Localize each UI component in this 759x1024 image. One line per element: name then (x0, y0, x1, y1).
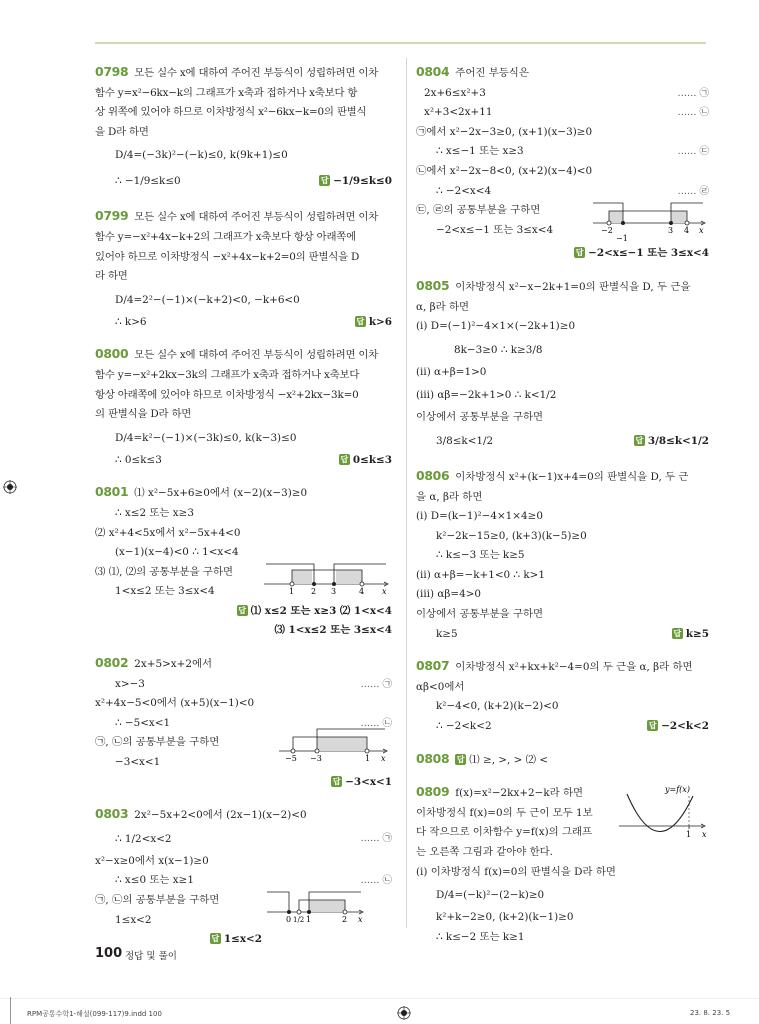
problem-0809 (416, 782, 709, 947)
tick-label: x (382, 587, 387, 597)
problem-0801 (95, 482, 392, 641)
text-line: 이차방정식 f(x)=0의 두 근이 모두 1보 (416, 806, 593, 819)
text-line: 함수 y=x²−6kx−k의 그래프가 x축과 접하거나 x축보다 항 (95, 86, 358, 99)
problem-0800 (95, 344, 392, 470)
tick-label: 4 (684, 226, 690, 235)
answer-mark-icon: 답 (456, 754, 465, 764)
text-line: 을 D라 하면 (95, 125, 149, 138)
text-line: 이상에서 공통부분을 구하면 (416, 411, 544, 424)
tick-label: 1/2 (293, 916, 305, 925)
text-line: 는 오른쪽 그림과 같아야 한다. (416, 846, 553, 858)
answer-mark-icon: 답 (673, 628, 682, 638)
text-line: −3<x<1 (115, 756, 161, 769)
text-line: 8k−3≥0 ∴ k≥3/8 (454, 343, 543, 356)
text-line: ∴ −2<x<4 (436, 184, 492, 197)
text-line: 1≤x<2 (115, 913, 152, 926)
text-line: ㉡에서 x²−2x−8<0, (x+2)(x−4)<0 (416, 164, 593, 177)
text-line: ∴ k≤−2 또는 k≥1 (436, 930, 525, 943)
text-line: ∴ k≤−3 또는 k≥5 (436, 549, 525, 562)
tick-label: x (381, 754, 386, 764)
text-line: 다 작으므로 이차함수 y=f(x)의 그래프 (416, 826, 593, 839)
equation-line: D/4=2²−(−1)×(−k+2)<0, −k+6<0 (115, 293, 300, 306)
text-line: 을 α, β라 하면 (416, 490, 483, 503)
answer-mark-icon: 답 (340, 454, 349, 464)
text-line: 이차방정식 x²−x−2k+1=0의 판별식을 D, 두 근을 (455, 280, 691, 293)
text-line: ∴ −5<x<1 (115, 716, 171, 729)
text-line: ⑴ x²−5x+6≥0에서 (x−2)(x−3)≥0 (134, 487, 308, 500)
tick-label: x (702, 830, 707, 840)
answer: 답 1≤x<2 (211, 933, 262, 946)
text-line: ㉢, ㉣의 공통부분을 구하면 (416, 204, 541, 217)
text-line: k²−4<0, (k+2)(k−2)<0 (436, 700, 559, 713)
text-line: x²−x≥0에서 x(x−1)≥0 (95, 854, 209, 867)
header-rule (95, 42, 706, 44)
text-line: f(x)=x²−2kx+2−k라 하면 (455, 787, 584, 800)
problem-0798 (95, 62, 392, 194)
text-line: 이차방정식 x²+(k−1)x+4=0의 판별식을 D, 두 근 (455, 470, 689, 483)
text-line: ㉠에서 x²−2x−3≥0, (x+1)(x−3)≥0 (416, 125, 593, 138)
problem-number: 0798 (95, 64, 129, 79)
left-column (95, 62, 392, 962)
text-line: (x−1)(x−4)<0 ∴ 1<x<4 (115, 546, 239, 559)
problem-number: 0807 (416, 658, 450, 674)
text-line: 이상에서 공통부분을 구하면 (416, 608, 544, 621)
text-line: (ⅱ) α+β=1>0 (416, 365, 487, 378)
text-line: (ⅱ) α+β=−k+1<0 ∴ k>1 (416, 568, 545, 581)
tick-label: 3 (668, 226, 674, 235)
problem-number: 0799 (95, 208, 129, 224)
tick-label: x (699, 226, 704, 235)
answer: 답 −2<x≤−1 또는 3≤x<4 (575, 247, 709, 260)
answer-mark-icon: 답 (320, 176, 329, 186)
label-marker: …… ㉠ (360, 832, 392, 844)
number-line-diagram (265, 888, 370, 932)
conclusion-line: ∴ −1/9≤k≤0 답 −1/9≤k≤0 (95, 168, 392, 194)
problem-0804 (416, 62, 709, 264)
text-line: 이차방정식 x²+kx+k²−4=0의 두 근을 α, β라 하면 (455, 661, 693, 674)
problem-0807 (416, 656, 709, 736)
text-line: (ⅲ) αβ=4>0 (416, 588, 482, 601)
tick-label: 0 (286, 915, 292, 925)
text-line: x>−3 (115, 677, 145, 690)
text-line: (ⅰ) 이차방정식 f(x)=0의 판별식을 D라 하면 (416, 865, 616, 878)
text-line: 모든 실수 x에 대하여 주어진 부등식이 성립하려면 이차 (134, 349, 379, 362)
tick-label: −5 (285, 754, 297, 764)
text-line: D/4=(−k)²−(2−k)≥0 (436, 889, 545, 902)
label-marker: …… ㉠ (360, 678, 392, 690)
problem-number: 0809 (416, 784, 450, 800)
number-line-diagram (591, 199, 709, 243)
number-line-diagram (262, 560, 392, 596)
text-line: 함수 y=−x²+4x−k+2의 그래프가 x축보다 항상 아래쪽에 (95, 230, 356, 243)
label-marker: …… ㉢ (677, 146, 709, 158)
text-line: 모든 실수 x에 대하여 주어진 부등식이 성립하려면 이차 (134, 211, 379, 224)
text-line: ⑵ x²+4<5x에서 x²−5x+4<0 (95, 526, 241, 539)
answer: 답 k>6 (356, 315, 392, 328)
text-line: −2<x≤−1 또는 3≤x<4 (436, 223, 554, 236)
answer: 답 0≤k≤3 (340, 453, 392, 466)
tick-label: 2 (311, 587, 317, 597)
problem-number: 0800 (95, 346, 129, 362)
tick-label: x (358, 915, 363, 925)
answer-continued: ⑶ 1<x≤2 또는 3≤x<4 (274, 624, 392, 637)
tick-label: 4 (359, 587, 365, 597)
text-line: k²+k−2≥0, (k+2)(k−1)≥0 (436, 911, 574, 924)
text-line: ⑶ ⑴, ⑵의 공통부분을 구하면 (95, 565, 234, 578)
text-line: 의 판별식을 D라 하면 (95, 408, 192, 421)
answer: 답 −3<x<1 (332, 775, 392, 788)
label-marker: …… ㉡ (677, 107, 709, 119)
slug-rule (0, 998, 759, 999)
text-line: ∴ x≤2 또는 x≥3 (115, 506, 194, 519)
registration-mark-icon (3, 480, 17, 494)
text-line: ∴ x≤−1 또는 x≥3 (436, 145, 524, 158)
page-number: 100 (95, 946, 123, 961)
text-line: α, β라 하면 (416, 300, 470, 313)
text-line: (ⅲ) αβ=−2k+1>0 ∴ k<1/2 (416, 389, 557, 402)
problem-number: 0808 (416, 750, 450, 766)
text-line: ㉠, ㉡의 공통부분을 구하면 (95, 736, 220, 749)
tick-label: −1 (616, 234, 628, 243)
conclusion-line: ∴ −2<k<2 답 −2<k<2 (416, 717, 709, 737)
text-line: ㉠, ㉡의 공통부분을 구하면 (95, 894, 220, 906)
problem-0799 (95, 206, 392, 332)
tick-label: −2 (601, 226, 613, 235)
label-marker: …… ㉣ (677, 185, 709, 197)
text-line: 2x+6≤x²+3 (424, 86, 486, 99)
print-slug: RPM공통수학1-해설(099-117)9.indd 100 (27, 1010, 162, 1018)
tick-label: 1 (306, 915, 312, 925)
parabola-graph (617, 782, 709, 844)
tick-label: 1 (365, 754, 371, 764)
equation-line: D/4=k²−(−1)×(−3k)≤0, k(k−3)≤0 (115, 431, 297, 444)
section-title: 정답 및 풀이 (125, 951, 177, 962)
answer-mark-icon: 답 (648, 721, 657, 731)
answer-mark-icon: 답 (635, 435, 644, 445)
problem-number: 0805 (416, 277, 450, 293)
text-line: 주어진 부등식은 (455, 67, 529, 79)
problem-0802 (95, 653, 392, 792)
label-marker: …… ㉡ (360, 875, 392, 887)
problem-0805 (416, 276, 709, 454)
conclusion-line: ∴ k>6 답 k>6 (95, 313, 392, 333)
text-line: k²−2k−15≥0, (k+3)(k−5)≥0 (436, 529, 587, 542)
right-column (416, 62, 709, 959)
tick-label: −3 (310, 754, 322, 764)
problem-0808 (416, 749, 709, 771)
conclusion-line: k≥5 답 k≥5 (416, 625, 709, 645)
answer-mark-icon: 답 (211, 934, 220, 944)
answer: 답 −2<k<2 (648, 720, 709, 733)
answer-mark-icon: 답 (575, 248, 584, 258)
problem-number: 0803 (95, 806, 129, 822)
print-date: 23. 8. 23. 5 (690, 1009, 731, 1017)
tick-label: 1 (686, 830, 692, 840)
text-line: x²+3<2x+11 (424, 106, 493, 119)
tick-label: 1 (289, 587, 295, 597)
text-line: ∴ x≤0 또는 x≥1 (115, 874, 194, 887)
answer: ⑴ ≥, >, > ⑵ < (469, 753, 549, 766)
answer-mark-icon: 답 (238, 605, 247, 615)
text-line: 함수 y=−x²+2kx−3k의 그래프가 x축과 접하거나 x축보다 (95, 368, 360, 381)
problem-0803 (95, 804, 392, 950)
equation-line: D/4=(−3k)²−(−k)≤0, k(9k+1)≤0 (115, 149, 288, 162)
text-line: ∴ 1/2<x<2 (115, 832, 172, 845)
text-line: αβ<0에서 (416, 680, 465, 693)
text-line: (ⅰ) D=(k−1)²−4×1×4≥0 (416, 510, 543, 523)
number-line-diagram (277, 725, 392, 763)
text-line: 2x²−5x+2<0에서 (2x−1)(x−2)<0 (134, 809, 307, 822)
tick-label: 2 (342, 915, 348, 925)
text-line: 1<x≤2 또는 3≤x<4 (115, 585, 215, 598)
text-line: 항상 아래쪽에 있어야 하므로 이차방정식 −x²+2kx−3k=0 (95, 388, 359, 401)
problem-number: 0806 (416, 467, 450, 483)
registration-mark-icon (397, 1006, 411, 1020)
text-line: 모든 실수 x에 대하여 주어진 부등식이 성립하려면 이차 (134, 67, 379, 79)
column-divider (406, 58, 407, 928)
answer: 답 ⑴ x≤2 또는 x≥3 ⑵ 1<x<4 (238, 604, 392, 617)
answer: 답 −1/9≤k≤0 (320, 175, 392, 188)
text-line: 있어야 하므로 이차방정식 −x²+4x−k+2=0의 판별식을 D (95, 250, 360, 263)
answer: 답 k≥5 (673, 627, 709, 640)
answer-mark-icon: 답 (356, 316, 365, 326)
text-line: 2x+5>x+2에서 (134, 658, 213, 671)
conclusion-line: 3/8≤k<1/2 답 3/8≤k<1/2 (416, 428, 709, 454)
problem-number: 0801 (95, 484, 129, 500)
problem-number: 0804 (416, 64, 450, 79)
text-line: x²+4x−5<0에서 (x+5)(x−1)<0 (95, 697, 255, 710)
tick-label: 3 (331, 587, 337, 597)
text-line: (ⅰ) D=(−1)²−4×1×(−2k+1)≥0 (416, 320, 576, 333)
text-line: 라 하면 (95, 270, 128, 283)
answer: 답 3/8≤k<1/2 (635, 434, 709, 447)
graph-label: y=f(x) (665, 785, 690, 795)
label-marker: …… ㉡ (360, 717, 392, 729)
answer-mark-icon: 답 (332, 776, 341, 786)
problem-0806 (416, 466, 709, 644)
text-line: 상 위쪽에 있어야 하므로 이차방정식 x²−6kx−k=0의 판별식 (95, 106, 367, 119)
label-marker: …… ㉠ (677, 87, 709, 99)
crop-mark (10, 997, 11, 1024)
problem-number: 0802 (95, 655, 129, 671)
conclusion-line: ∴ 0≤k≤3 답 0≤k≤3 (95, 451, 392, 471)
